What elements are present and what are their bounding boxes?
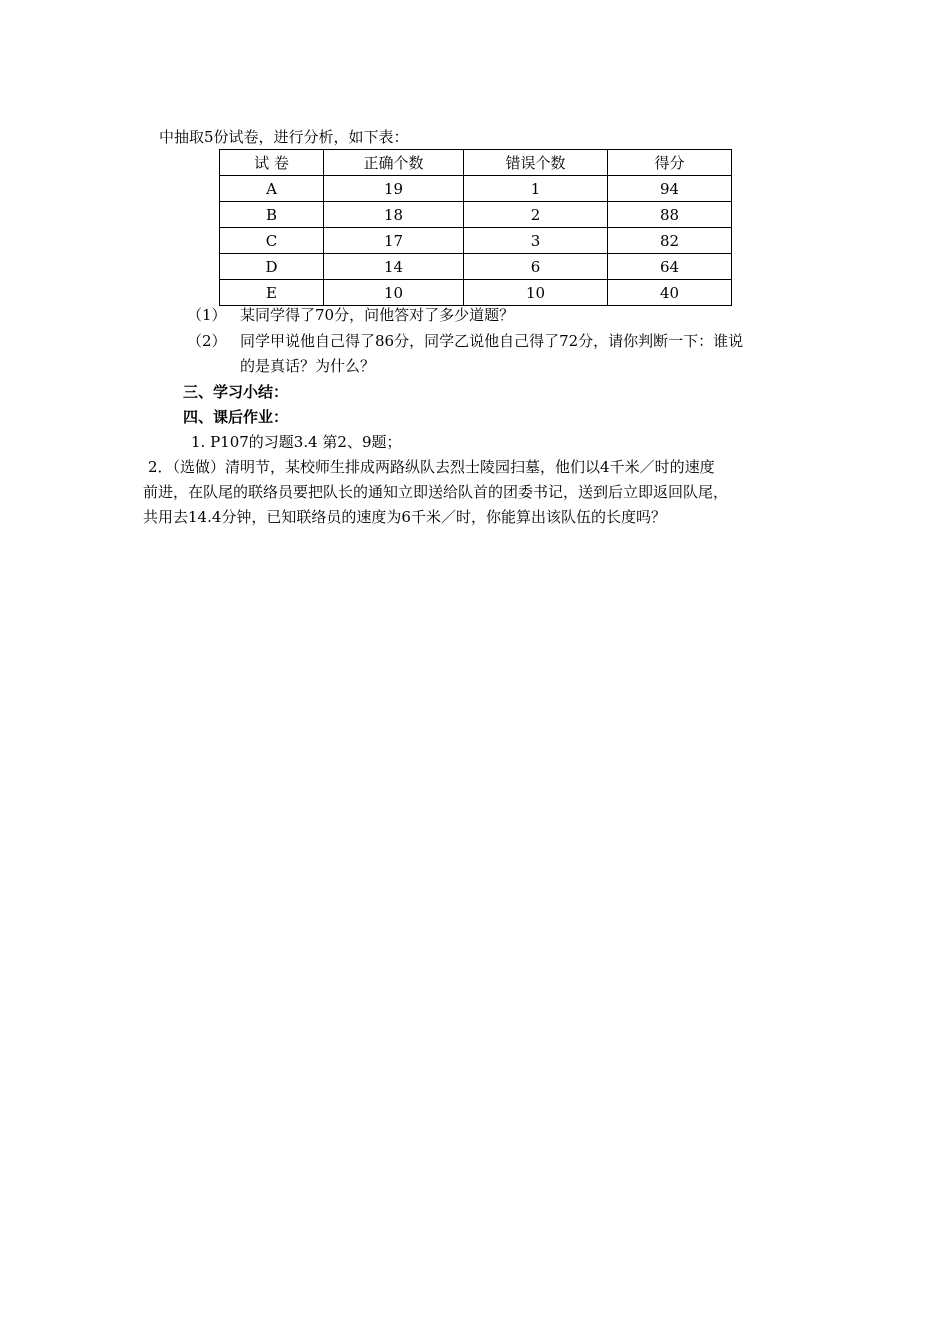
homework-item-continued: 前进，在队尾的联络员要把队长的通知立即送给队首的团委书记，送到后立即返回队尾，: [143, 483, 729, 501]
table-cell: C: [220, 228, 324, 254]
table-cell: 82: [608, 228, 732, 254]
table-row: [220, 176, 732, 202]
table-row: [220, 280, 732, 306]
section-heading: 三、学习小结：: [183, 383, 289, 401]
table-row: [220, 202, 732, 228]
table-row: [220, 254, 732, 280]
table-header-cell: 正确个数: [324, 150, 464, 176]
table-header-cell: 错误个数: [464, 150, 608, 176]
table-cell: 64: [608, 254, 732, 280]
table-cell: D: [220, 254, 324, 280]
question-number: （2）: [187, 332, 227, 350]
homework-item: 2．（选做）清明节，某校师生排成两路纵队去烈士陵园扫墓，他们以4千米／时的速度: [148, 458, 715, 476]
homework-item-continued: 共用去14.4分钟，已知联络员的速度为6千米／时，你能算出该队伍的长度吗？: [143, 508, 666, 526]
table-header-row: [220, 150, 732, 176]
table-cell: B: [220, 202, 324, 228]
table-cell: 94: [608, 176, 732, 202]
table-cell: 6: [464, 254, 608, 280]
table-cell: 40: [608, 280, 732, 306]
question-text-continued: 的是真话？为什么？: [240, 357, 376, 375]
table-cell: 3: [464, 228, 608, 254]
table-cell: 10: [324, 280, 464, 306]
table-cell: 1: [464, 176, 608, 202]
table-cell: 19: [324, 176, 464, 202]
table-cell: A: [220, 176, 324, 202]
table-cell: E: [220, 280, 324, 306]
table-header-cell: 得分: [608, 150, 732, 176]
question-text: 同学甲说他自己得了86分，同学乙说他自己得了72分，请你判断一下：谁说: [240, 332, 744, 350]
question-number: （1）: [187, 306, 227, 324]
table-cell: 88: [608, 202, 732, 228]
table-cell: 10: [464, 280, 608, 306]
table-cell: 17: [324, 228, 464, 254]
homework-item: 1. P107的习题3.4 第2、9题；: [191, 433, 402, 451]
table-cell: 18: [324, 202, 464, 228]
question-text: 某同学得了70分，问他答对了多少道题？: [240, 306, 515, 324]
table-row: [220, 228, 732, 254]
score-table: [219, 149, 732, 306]
section-heading: 四、课后作业：: [183, 408, 289, 426]
table-header-cell: 试 卷: [220, 150, 324, 176]
table-cell: 14: [324, 254, 464, 280]
table-cell: 2: [464, 202, 608, 228]
intro-text: 中抽取5份试卷，进行分析，如下表：: [159, 128, 409, 146]
